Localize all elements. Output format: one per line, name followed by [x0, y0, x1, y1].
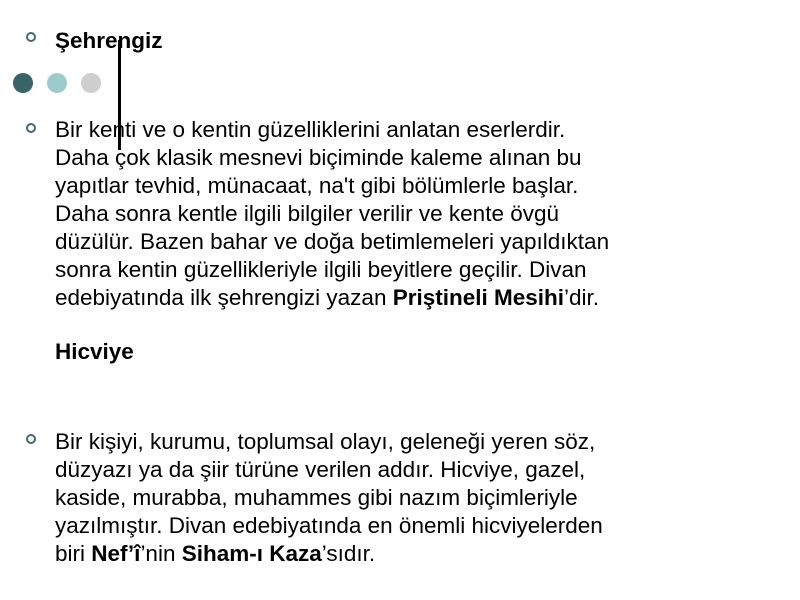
text-line: biri Nef’î’nin Siham-ı Kaza’sıdır. — [55, 541, 376, 566]
text-line: Bir kenti ve o kentin güzelliklerini anlatan eserlerdir. — [55, 117, 566, 142]
work-title: Siham-ı Kaza — [181, 541, 322, 566]
text-line: Bir kişiyi, kurumu, toplumsal olayı, geleneği yeren söz, — [55, 429, 596, 454]
text-line: Daha çok klasik mesnevi biçiminde kaleme alınan bu — [55, 145, 582, 170]
bullet-icon — [26, 434, 36, 444]
text-line: kaside, murabba, muhammes gibi nazım biçimleriyle — [55, 485, 578, 510]
dot-light-teal — [47, 73, 67, 93]
text-line: düzülür. Bazen bahar ve doğa betimlemeleri yapıldıktan — [55, 229, 610, 254]
text-line: düzyazı ya da şiir türüne verilen addır. Hicviye, gazel, — [55, 457, 586, 482]
paragraph-sehrengiz — [55, 116, 795, 312]
dot-gray — [81, 73, 101, 93]
text-line: Daha sonra kentle ilgili bilgiler verilir ve kente övgü — [55, 201, 559, 226]
bullet-icon — [26, 32, 36, 42]
text-line: yazılmıştır. Divan edebiyatında en önemli hicviyelerden — [55, 513, 603, 538]
heading-hicviye: Hicviye — [55, 339, 134, 364]
heading-sehrengiz: Şehrengiz — [55, 28, 163, 53]
text-line: edebiyatında ilk şehrengizi yazan Priştineli Mesihi’dir. — [55, 285, 600, 310]
text-line: yapıtlar tevhid, münacaat, na't gibi bölümlerle başlar. — [55, 173, 579, 198]
bullet-icon — [26, 123, 36, 133]
dot-dark-teal — [13, 73, 33, 93]
text-line: sonra kentin güzellikleriyle ilgili beyitlere geçilir. Divan — [55, 257, 587, 282]
author-name: Priştineli Mesihi — [392, 285, 565, 310]
author-name: Nef’î — [91, 541, 141, 566]
paragraph-hicviye — [55, 428, 795, 568]
